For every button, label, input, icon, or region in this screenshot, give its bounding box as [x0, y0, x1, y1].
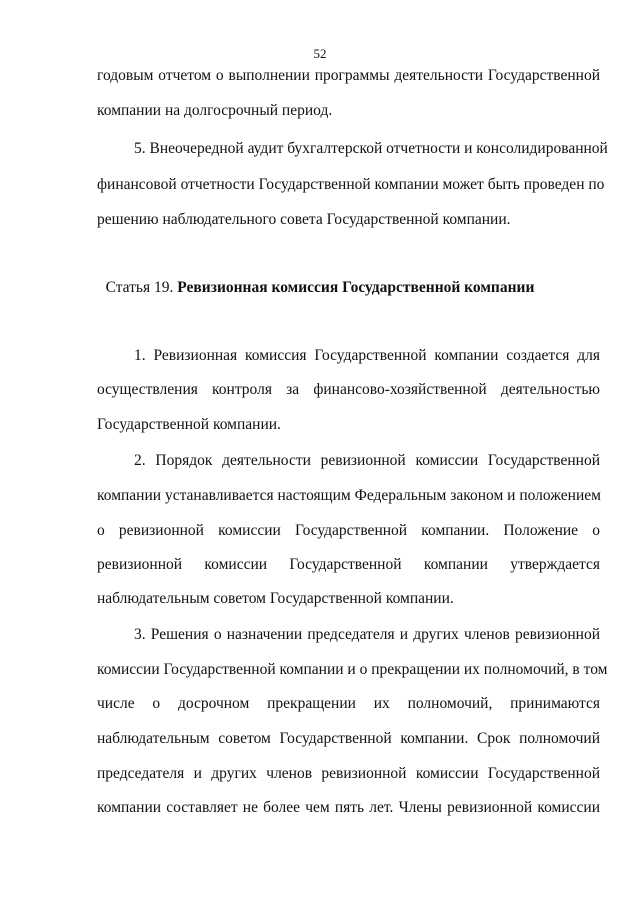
text-line: компании устанавливается настоящим Федеральным законом и положением — [97, 487, 601, 504]
text-line: компании на долгосрочный период. — [97, 102, 333, 119]
text-line: числе о досрочном прекращении их полномочий, принимаются — [97, 695, 600, 712]
article-number: Статья 19. — [105, 279, 174, 296]
text-line: ревизионной комиссии Государственной компании утверждается — [97, 556, 600, 573]
text-line: решению наблюдательного совета Государственной компании. — [97, 211, 511, 228]
text-line: комиссии Государственной компании и о прекращении их полномочий, в том — [97, 661, 608, 678]
text-line: осуществления контроля за финансово-хозяйственной деятельностью — [97, 381, 600, 398]
text-line: Государственной компании. — [97, 416, 281, 433]
text-line: о ревизионной комиссии Государственной компании. Положение о — [97, 522, 600, 539]
article-title: Ревизионная комиссия Государственной компании — [177, 279, 535, 296]
text-line: наблюдательным советом Государственной компании. — [97, 590, 454, 607]
text-line: председателя и других членов ревизионной комиссии Государственной — [97, 765, 600, 782]
page-number: 52 — [313, 46, 327, 61]
text-line: 1. Ревизионная комиссия Государственной компании создается для — [134, 347, 600, 364]
text-line: финансовой отчетности Государственной компании может быть проведен по — [97, 176, 605, 193]
article-heading — [0, 278, 640, 298]
text-line: 2. Порядок деятельности ревизионной комиссии Государственной — [134, 452, 600, 469]
text-line: 3. Решения о назначении председателя и других членов ревизионной — [134, 626, 600, 643]
text-line: годовым отчетом о выполнении программы деятельности Государственной — [97, 67, 600, 84]
text-line: наблюдательным советом Государственной компании. Срок полномочий — [97, 730, 600, 747]
text-line: компании составляет не более чем пять лет. Члены ревизионной комиссии — [97, 799, 600, 816]
text-line: 5. Внеочередной аудит бухгалтерской отчетности и консолидированной — [134, 140, 608, 157]
